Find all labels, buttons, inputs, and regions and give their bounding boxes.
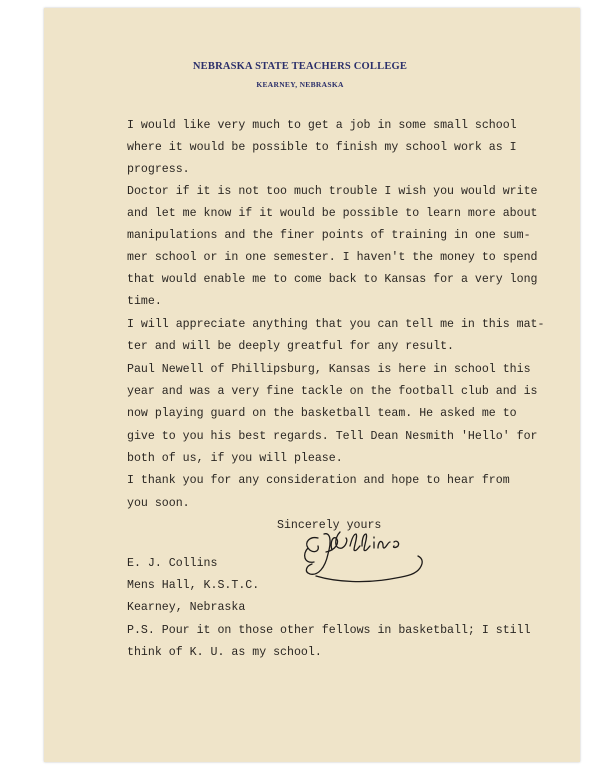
postscript-line: P.S. Pour it on those other fellows in basketball; I still: [127, 624, 531, 637]
letterhead-institution: NEBRASKA STATE TEACHERS COLLEGE: [192, 61, 408, 72]
body-line: progress.: [127, 163, 190, 176]
body-line: I will appreciate anything that you can tell me in this mat-: [127, 318, 545, 331]
letterhead-location: KEARNEY, NEBRASKA: [256, 80, 344, 89]
body-line: you soon.: [127, 497, 190, 510]
closing: Sincerely yours: [277, 519, 382, 532]
body-line: year and was a very fine tackle on the football club and is: [127, 385, 538, 398]
body-line: where it would be possible to finish my school work as I: [127, 141, 517, 154]
handwritten-signature: [296, 524, 446, 594]
body-line: mer school or in one semester. I haven't the money to spend: [127, 251, 538, 264]
sender-city: Kearney, Nebraska: [127, 601, 246, 614]
sender-name: E. J. Collins: [127, 557, 218, 570]
body-line: now playing guard on the basketball team. He asked me to: [127, 407, 517, 420]
body-line: Doctor if it is not too much trouble I wish you would write: [127, 185, 538, 198]
body-line: I would like very much to get a job in some small school: [127, 119, 517, 132]
body-line: time.: [127, 295, 162, 308]
postscript-line: think of K. U. as my school.: [127, 646, 322, 659]
body-line: both of us, if you will please.: [127, 452, 343, 465]
body-line: ter and will be deeply greatful for any result.: [127, 340, 454, 353]
body-line: Paul Newell of Phillipsburg, Kansas is here in school this: [127, 363, 531, 376]
body-line: manipulations and the finer points of training in one sum-: [127, 229, 531, 242]
body-line: give to you his best regards. Tell Dean Nesmith 'Hello' for: [127, 430, 538, 443]
body-line: I thank you for any consideration and hope to hear from: [127, 474, 510, 487]
body-line: that would enable me to come back to Kansas for a very long: [127, 273, 538, 286]
body-line: and let me know if it would be possible to learn more about: [127, 207, 538, 220]
sender-address-line: Mens Hall, K.S.T.C.: [127, 579, 260, 592]
